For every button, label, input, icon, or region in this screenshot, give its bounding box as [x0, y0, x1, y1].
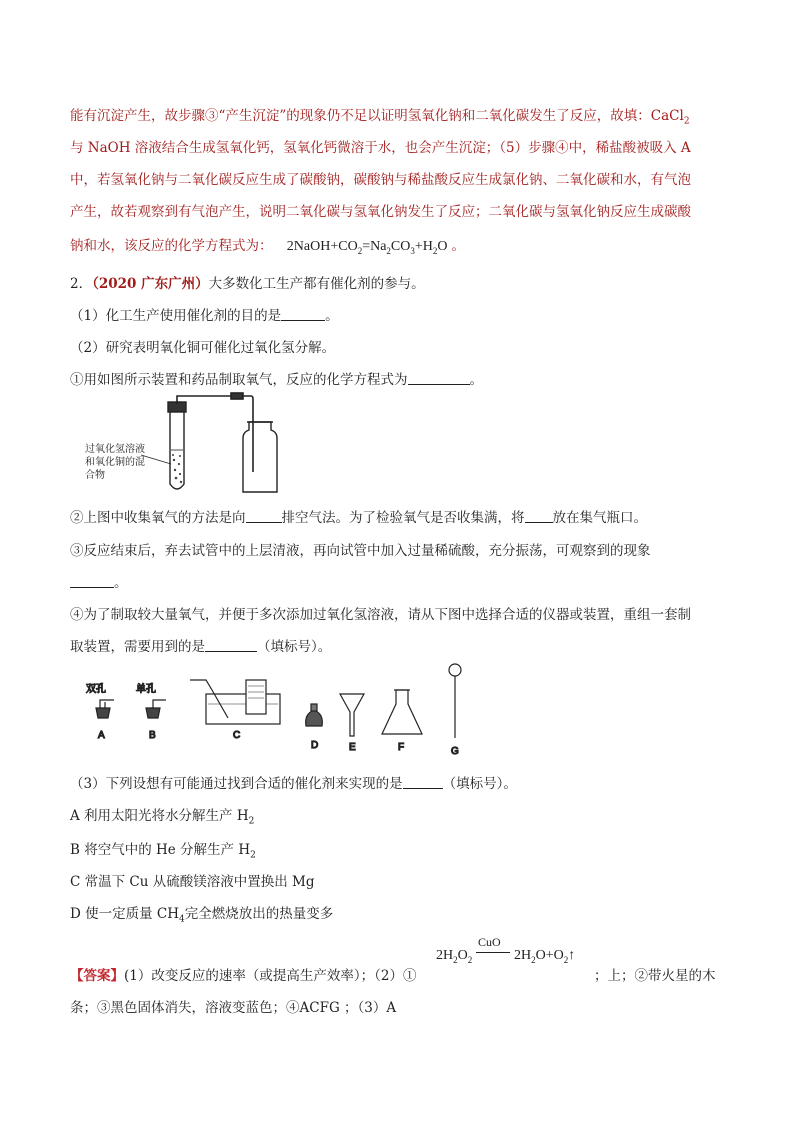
figure-label-line: 和氧化铜的混	[85, 457, 145, 468]
two-hole-stopper-A	[86, 682, 114, 741]
prev-answer-line-2: 与 NaOH 溶液结合生成氢氧化钙，氢氧化钙微溶于水，也会产生沉淀；（5）步骤④中，稀盐酸被吸入 A	[70, 140, 691, 156]
figure-apparatus-choices	[78, 660, 498, 760]
svg-text:D: D	[311, 740, 319, 751]
q2-3: ③反应结束后，弃去试管中的上层清液，再向试管中加入过量稀硫酸，充分振荡，可观察到的现象	[70, 543, 651, 559]
answer-blank	[408, 372, 470, 385]
alcohol-lamp-D	[306, 704, 323, 751]
svg-text:E: E	[349, 742, 356, 753]
option-d: D 使一定质量 $CH_4$完全燃烧放出的热量变多	[70, 906, 334, 925]
svg-text:F: F	[398, 742, 405, 753]
test-tube	[168, 402, 186, 489]
q3: （3）下列设想有可能通过找到合适的催化剂来实现的是 （填标号）。	[70, 776, 517, 792]
question-header	[70, 272, 425, 292]
long-neck-funnel-G	[449, 664, 461, 757]
answer-line-2: 条；③黑色固体消失，溶液变蓝色；④ACFG ；（3）A	[70, 1000, 397, 1016]
period: 。	[451, 238, 466, 254]
option-c: C 常温下 Cu 从硫酸镁溶液中置换出 Mg	[70, 874, 315, 890]
svg-text:B: B	[149, 730, 156, 741]
q2-1: ①用如图所示装置和药品制取氧气，反应的化学方程式为 。	[70, 372, 483, 388]
answer-text: (1）改变反应的速率（或提高生产效率）；（2）①	[124, 968, 417, 984]
single-hole-stopper-B	[136, 682, 166, 741]
conical-flask-F	[382, 690, 422, 753]
svg-text:A: A	[98, 730, 105, 741]
q2: （2）研究表明氧化铜可催化过氧化氢分解。	[70, 340, 336, 356]
figure-oxygen-apparatus	[85, 392, 325, 500]
figure-label-line: 合物	[85, 470, 105, 481]
answer-blank	[403, 776, 443, 789]
svg-text:C: C	[233, 730, 241, 741]
question-source: （2020 广东广州）	[92, 276, 209, 292]
option-b: B 将空气中的 He 分解生产 $H_2$	[70, 842, 256, 861]
delivery-tube	[177, 393, 253, 472]
prev-answer-line-5	[70, 234, 465, 256]
funnel-E	[340, 694, 364, 753]
answer-blank	[205, 639, 257, 652]
question-number: 2．	[70, 276, 93, 292]
answer-blank	[281, 308, 325, 321]
svg-text:双孔: 双孔	[86, 684, 106, 695]
answer-blank	[525, 510, 553, 523]
water-trough-C	[190, 680, 280, 741]
q2-2: ②上图中收集氧气的方法是向 排空气法。为了检验氧气是否收集满，将 放在集气瓶口。	[70, 510, 647, 526]
answer-tag: 【答案】	[70, 968, 124, 984]
prev-answer-line-4: 产生，故若观察到有气泡产生，说明二氧化碳与氢氧化钠发生了反应；二氧化碳与氢氧化钠反应生成碳酸	[70, 204, 691, 220]
text: 能有沉淀产生，故步骤③“产生沉淀”的现象仍不足以证明氢氧化钠和二氧化碳发生了反应，故填：CaCl	[70, 108, 684, 124]
prev-answer-line-1	[70, 104, 690, 127]
q2-4-line-1: ④为了制取较大量氧气，并便于多次添加过氧化氢溶液，请从下图中选择合适的仪器或装置，重组一套制	[70, 607, 691, 623]
equals-line	[476, 952, 510, 953]
chemical-equation: $2NaOH+CO_2=Na_2CO_3+H_2O$	[286, 239, 448, 256]
answer-line-1	[70, 964, 416, 984]
question-stem: 大多数化工生产都有催化剂的参与。	[208, 276, 425, 292]
option-a: A 利用太阳光将水分解生产 $H_2$	[70, 808, 255, 827]
gas-collecting-bottle	[243, 422, 277, 492]
catalyst-equation: $2H_2O_2$ CuO $2H_2O+O_2↑$	[436, 935, 576, 965]
svg-text:单孔: 单孔	[136, 684, 156, 695]
prev-answer-line-3: 中，若氢氧化钠与二氧化碳反应生成了碳酸钠，碳酸钠与稀盐酸反应生成氯化钠、二氧化碳和水，有气泡	[70, 172, 691, 188]
subscript: 2	[683, 116, 690, 127]
answer-blank	[70, 575, 114, 588]
q2-3-blank: 。	[70, 571, 128, 591]
answer-line-1-end: ；上；②带火星的木	[594, 968, 716, 984]
gas-arrow: ↑	[568, 948, 576, 963]
svg-text:G: G	[451, 746, 459, 757]
figure-label-line: 过氧化氢溶液	[85, 444, 145, 455]
text: 钠和水，该反应的化学方程式为：	[70, 238, 273, 254]
q1: （1）化工生产使用催化剂的目的是 。	[70, 308, 339, 324]
answer-blank	[246, 510, 282, 523]
q2-4-line-2: 取装置，需要用到的是 （填标号）。	[70, 639, 332, 655]
catalyst-label: CuO	[478, 935, 501, 949]
